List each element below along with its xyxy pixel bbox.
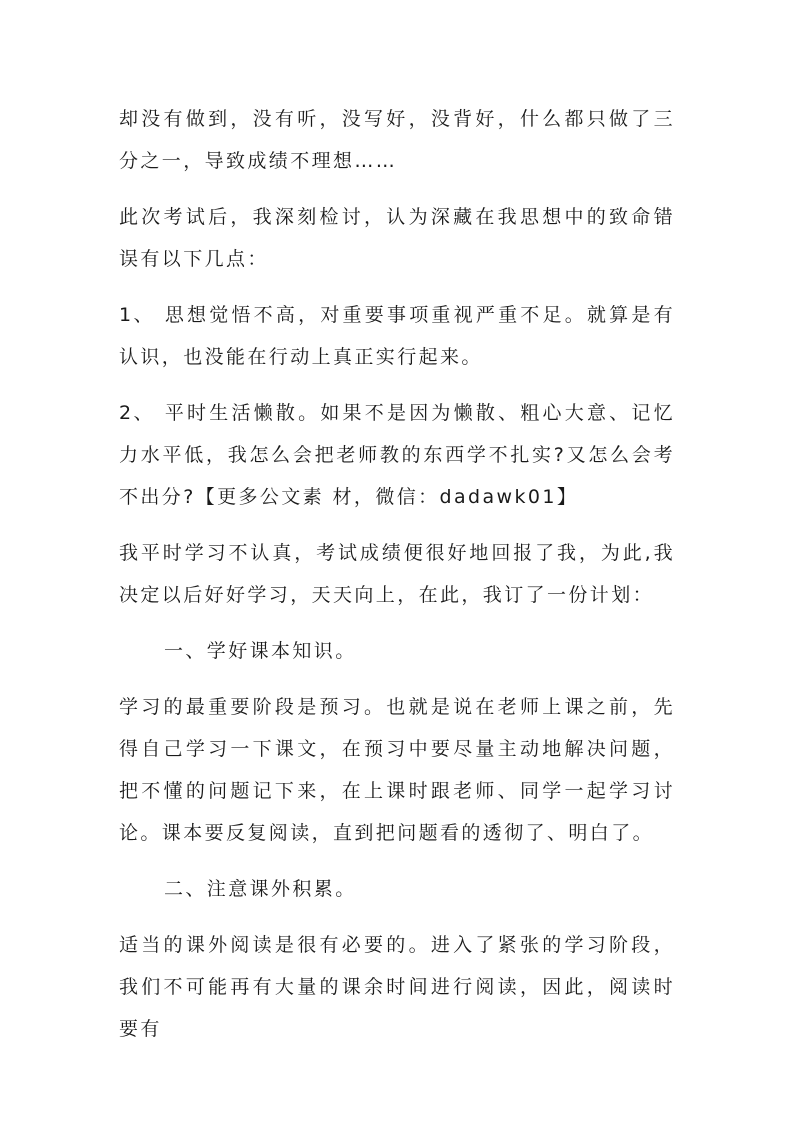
paragraph-plan-intro [119,532,675,616]
paragraph-text: 学习的最重要阶段是预习。也就是说在老师上课之前，先得自己学习一下课文，在预习中要尽量主动地解决问题，把不懂的问题记下来，在上课时跟老师、同学一起学习讨论。课本要反复阅读，直到把问题看的透彻了、明白了。 [119,696,675,844]
list-item-1 [119,294,675,378]
document-body [119,98,675,1064]
paragraph-text: 却没有做到，没有听，没写好，没背好，什么都只做了三分之一，导致成绩不理想…… [119,108,675,172]
paragraph-preview-study [119,686,675,854]
paragraph-text: 我平时学习不认真，考试成绩便很好地回报了我，为此,我决定以后好好学习，天天向上，在此，我订了一份计划： [119,542,675,606]
list-item-text: 平时生活懒散。如果不是因为懒散、粗心大意、记忆力水平低，我怎么会把老师教的东西学不扎实?又怎么会考不出分?【更多公文素 材，微信：dadawk01】 [119,402,675,508]
heading-text: 一、学好课本知识。 [164,640,357,662]
paragraph-text: 此次考试后，我深刻检讨，认为深藏在我思想中的致命错误有以下几点： [119,206,675,270]
list-number: 2、 [119,402,155,424]
paragraph-extracurricular-reading [119,924,675,1050]
section-heading-1 [119,630,675,672]
heading-text: 二、注意课外积累。 [164,878,357,900]
list-item-text: 思想觉悟不高，对重要事项重视严重不足。就算是有认识，也没能在行动上真正实行起来。 [119,304,675,368]
paragraph-conclusion [119,98,675,182]
list-item-2 [119,392,675,518]
paragraph-reflection-intro [119,196,675,280]
paragraph-text: 适当的课外阅读是很有必要的。进入了紧张的学习阶段，我们不可能再有大量的课余时间进行阅读，因此，阅读时要有 [119,934,675,1040]
section-heading-2 [119,868,675,910]
list-number: 1、 [119,304,155,326]
